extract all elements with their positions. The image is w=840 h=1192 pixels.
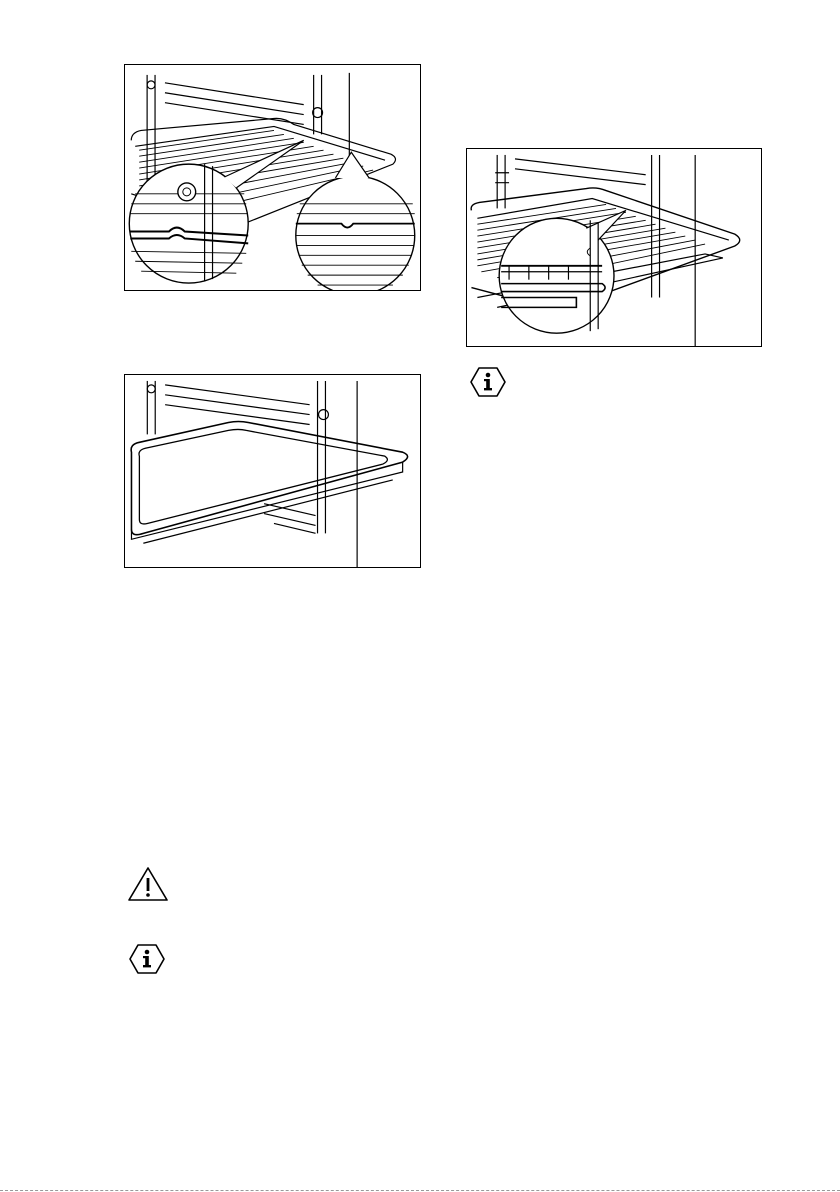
warning-triangle-icon [127,866,169,902]
info-icon [128,942,166,976]
deep-pan-drawing [125,375,420,567]
page-bottom-divider [0,1190,840,1191]
info-icon [469,365,507,399]
shelf-and-tray-drawing [467,149,761,346]
shelf-detail-drawing [125,65,420,290]
shelf-detail-illustration [124,64,421,291]
deep-pan-illustration [124,374,421,568]
shelf-and-tray-illustration [466,148,762,347]
